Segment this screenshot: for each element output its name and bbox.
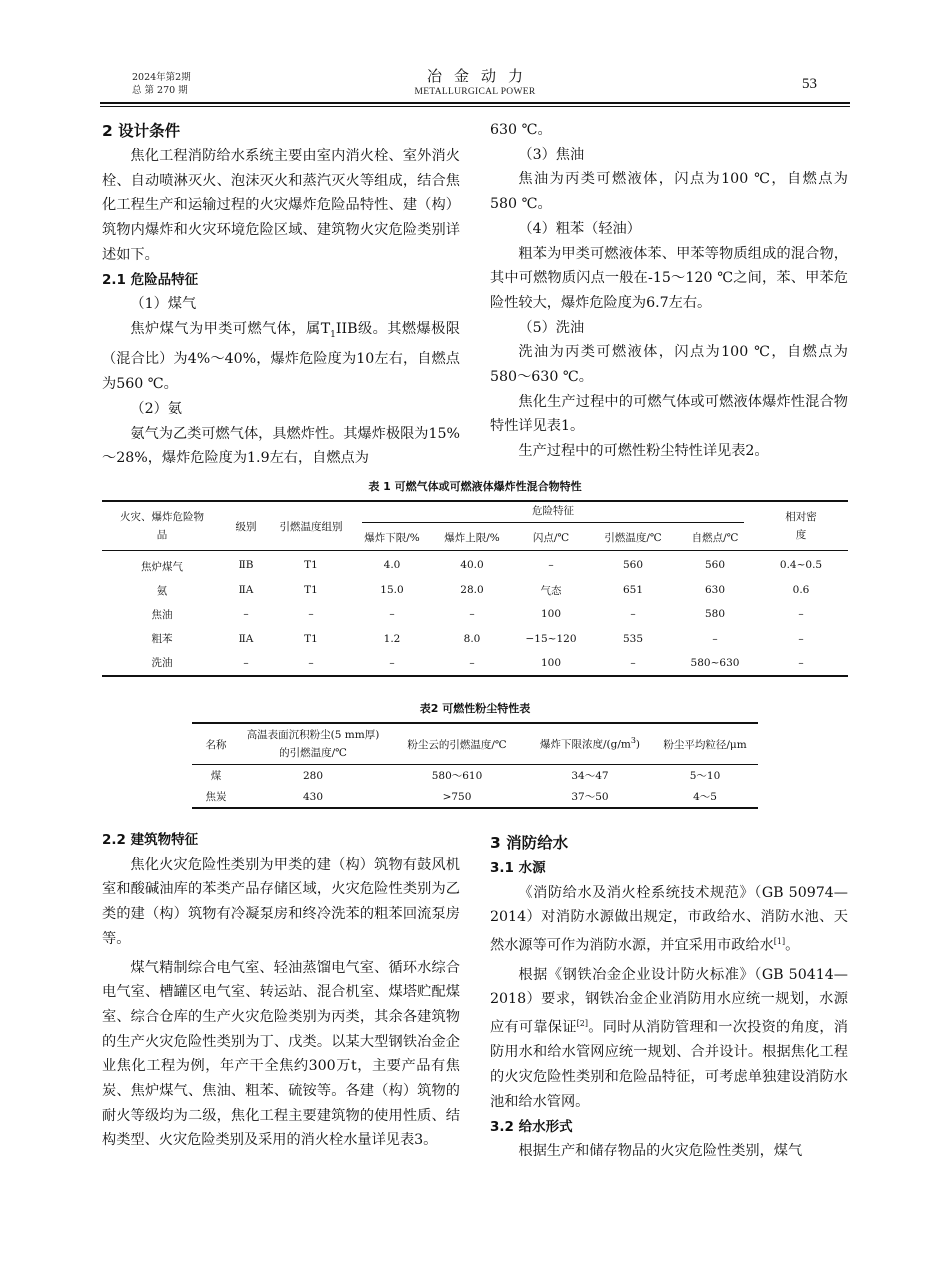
table-row (102, 551, 848, 579)
table1-cell: – (243, 608, 249, 621)
paragraph-gas-text-b: IIB级。其燃爆极限（混合比）为4%～40%，爆炸危险度为10左右，自燃点为560 ℃。 (102, 320, 460, 393)
table2-header-cloud-temp: 粉尘云的引燃温度/℃ (386, 723, 528, 765)
table1-header-flash-point: 闪点/℃ (512, 524, 590, 551)
subsection-heading-building: 2.2 建筑物特征 (102, 832, 199, 848)
paragraph-wash-oil: 洗油为丙类可燃液体，闪点为100 ℃，自燃点为580～630 ℃。 (490, 344, 848, 386)
table2 (192, 722, 758, 809)
table1 (102, 500, 848, 677)
table1-cell: 630 (704, 584, 726, 597)
table2-header-surface-temp: 高温表面沉积粉尘(5 mm厚)的引燃温度/℃ (240, 723, 386, 765)
page-number: 53 (802, 76, 817, 92)
table-row (102, 627, 848, 651)
table1-cell: – (222, 651, 270, 676)
table2-cell: 煤 (210, 770, 222, 782)
table1-cell: 1.2 (383, 632, 401, 645)
table1-header-item: 火灾、爆炸危险物品 (102, 501, 222, 551)
table1-cell: T1 (304, 558, 318, 571)
header-rule-thin (100, 106, 850, 107)
table2-header-name: 名称 (192, 723, 240, 765)
table1-cell: 580~630 (676, 651, 754, 676)
table2-header-lower-conc-a: 爆炸下限浓度/(g/m (539, 738, 631, 751)
header-issue: 2024年第2期 (132, 72, 191, 83)
table-row (102, 651, 848, 676)
paragraph-source-2-text-b: 。同时从消防管理和一次投资的角度，消防用水和给水管网应统一规划、合并设计。根据焦化工程的火灾危险性类别和危险品特征，可考虑单独建设消防水池和给水管网。 (490, 1019, 848, 1110)
table1-cell: T1 (304, 632, 318, 645)
table1-cell: ⅡA (238, 632, 254, 645)
table1-cell: – (712, 632, 718, 645)
paragraph-gas-text-a: 焦炉煤气为甲类可燃气体，属T (130, 320, 331, 337)
paragraph-source-2 (490, 963, 848, 1115)
paragraph-supply: 根据生产和储存物品的火灾危险性类别，煤气 (518, 1143, 803, 1160)
table1-cell: – (798, 608, 804, 621)
table-row (102, 602, 848, 626)
table1-cell: ⅡB (238, 558, 254, 571)
paragraph-intro: 焦化工程消防给水系统主要由室内消火栓、室外消火栓、自动喷淋灭火、泡沫灭火和蒸汽灭火等组成，结合焦化工程生产和运输过程的火灾爆炸危险品特性、建（构）筑物内爆炸和火灾环境危险区域、建筑物火灾危险类别详述如下。 (102, 148, 460, 263)
paragraph-tar: 焦油为丙类可燃液体，闪点为100 ℃，自燃点为580 ℃。 (490, 171, 848, 213)
table1-cell: 28.0 (460, 584, 484, 597)
left-column-bottom (102, 828, 460, 1153)
item-label-tar: （3）焦油 (518, 146, 585, 163)
table1-cell: 气态 (540, 584, 562, 597)
table1-cell: 0.6 (792, 584, 810, 597)
section-heading-fire-water: 3 消防给水 (490, 834, 569, 852)
paragraph-gas-subscript: 1 (330, 329, 336, 340)
table1-cell: 0.4~0.5 (779, 558, 823, 571)
item-label-wash-oil: （5）洗油 (518, 319, 585, 336)
paragraph-mixture-ref: 焦化生产过程中的可燃气体或可燃液体爆炸性混合物特性详见表1。 (490, 393, 848, 435)
paragraph-source-1 (490, 881, 848, 959)
table1-header-auto-ignition: 自燃点/℃ (676, 524, 754, 551)
table1-header-hazard-rule (362, 522, 744, 523)
table2-header-lower-conc (528, 723, 652, 765)
table1-cell: – (754, 651, 848, 676)
table2-cell: 37～50 (528, 786, 652, 808)
item-label-gas: （1）煤气 (130, 296, 197, 313)
table1-cell: – (630, 608, 636, 621)
right-column-bottom (490, 830, 848, 1164)
table1-header-upper-limit: 爆炸上限/% (432, 524, 512, 551)
table1-header-level: 级别 (222, 501, 270, 551)
table1-header-hazard (352, 501, 754, 524)
table1-cell: – (469, 608, 475, 621)
table1-cell: 535 (622, 632, 644, 645)
table2-cell: 34～47 (571, 770, 609, 782)
header-total-issue: 总 第 270 期 (132, 85, 188, 96)
paragraph-dust-ref: 生产过程中的可燃性粉尘特性详见表2。 (518, 443, 769, 460)
paragraph-source-1-text-b: 。 (785, 937, 800, 954)
paragraph-source-2-text-a: 根据《钢铁冶金企业设计防火标准》（GB 50414—2018）要求，钢铁冶金企业消防用水应统一规划，水源应有可靠保证 (490, 966, 848, 1036)
table-row (192, 786, 758, 808)
table2-cell: 430 (240, 786, 386, 808)
item-label-ammonia: （2）氨 (130, 400, 182, 417)
table1-cell: – (590, 651, 676, 676)
table1-cell: 8.0 (463, 632, 481, 645)
table1-cell: 焦炉煤气 (141, 560, 183, 573)
table1-cell: 洗油 (102, 651, 222, 676)
table1-cell: – (352, 651, 432, 676)
journal-title-cn: 冶金动力 (426, 67, 535, 85)
table1-cell: 粗苯 (151, 633, 173, 646)
table1-cell: – (548, 558, 554, 571)
table1-cell: 氨 (156, 584, 168, 597)
table1-caption: 表 1 可燃气体或可燃液体爆炸性混合物特性 (368, 480, 582, 493)
header-rule-thick (100, 102, 850, 104)
table1-cell: −15~120 (525, 632, 577, 645)
table2-header-lower-conc-b: ) (635, 738, 641, 751)
citation-1: [1] (773, 937, 786, 947)
subsection-heading-water-supply: 3.2 给水形式 (490, 1118, 573, 1135)
item-label-benzene: （4）粗苯（轻油） (518, 220, 641, 237)
table1-cell: 651 (622, 584, 644, 597)
table2-header-lower-conc-sup: 3 (630, 736, 636, 746)
table1-cell: 焦油 (151, 608, 173, 621)
table1-cell: – (270, 651, 352, 676)
table1-cell: 100 (540, 608, 562, 621)
left-column-top (102, 118, 460, 471)
right-column-top (490, 118, 848, 464)
table1-cell: 560 (704, 558, 726, 571)
table-row (102, 578, 848, 602)
paragraph-source-1-text-a: 《消防给水及消火栓系统技术规范》（GB 50974—2014）对消防水源做出规定，市政给水、消防水池、天然水源等可作为消防水源，并宜采用市政给水 (490, 884, 848, 954)
table1-header-hazard-label: 危险特征 (532, 505, 574, 517)
table1-cell: 560 (622, 558, 644, 571)
table1-header-ignition-temp: 引燃温度/℃ (590, 524, 676, 551)
table1-cell: 4.0 (383, 558, 401, 571)
table1-cell: – (308, 608, 314, 621)
journal-title-en: METALLURGICAL POWER (414, 87, 536, 97)
table1-cell: – (389, 608, 395, 621)
table2-cell: 580～610 (431, 770, 483, 782)
paragraph-building-1: 焦化火灾危险性类别为甲类的建（构）筑物有鼓风机室和酸碱油库的苯类产品存储区域，火灾危险性类别为乙类的建（构）筑物有冷凝泵房和终冷洗苯的粗苯回流泵房等。 (102, 856, 460, 947)
table1-cell: – (798, 632, 804, 645)
paragraph-benzene: 粗苯为甲类可燃液体苯、甲苯等物质组成的混合物，其中可燃物质闪点一般在-15～120 ℃之间，苯、甲苯危险性较大，爆炸危险度为6.7左右。 (490, 245, 848, 311)
table2-cell: 280 (302, 769, 324, 782)
citation-2: [2] (576, 1018, 589, 1028)
table1-cell: 580 (704, 608, 726, 621)
paragraph-gas (102, 317, 460, 397)
section-heading-design: 2 设计条件 (102, 122, 181, 140)
table2-cell: >750 (386, 786, 528, 808)
table2-cell: 5～10 (689, 770, 721, 782)
table1-cell: ⅡA (238, 584, 254, 597)
table2-caption: 表2 可燃性粉尘特性表 (419, 702, 531, 715)
paragraph-ammonia: 氨气为乙类可燃气体，具燃炸性。其爆炸极限为15%～28%，爆炸危险度为1.9左右，自燃点为 (102, 425, 460, 467)
table1-header-group: 引燃温度组别 (270, 501, 352, 551)
table1-cell: T1 (304, 584, 318, 597)
table2-header-particle-size: 粉尘平均粒径/μm (652, 723, 758, 765)
subsection-heading-water-source: 3.1 水源 (490, 860, 546, 876)
table1-cell: 100 (512, 651, 590, 676)
table2-cell: 4～5 (652, 786, 758, 808)
table1-cell: – (432, 651, 512, 676)
table1-cell: 15.0 (380, 584, 404, 597)
table-row (192, 765, 758, 787)
paragraph-building-2: 煤气精制综合电气室、轻油蒸馏电气室、循环水综合电气室、槽罐区电气室、转运站、混合机室、煤塔贮配煤室、综合仓库的生产火灾危险类别为丙类，其余各建筑物的生产火灾危险性类别为丁、戊类。以某大型钢铁冶金企业焦化工程为例，年产干全焦约300万t，主要产品有焦炭、焦炉煤气、焦油、粗苯、硫铵等。各建（构）筑物的耐火等级均为二级，焦化工程主要建筑物的使用性质、结构类型、火灾危险类别及采用的消火栓水量详见表3。 (102, 959, 460, 1149)
subsection-heading-hazard: 2.1 危险品特征 (102, 271, 199, 288)
table1-header-lower-limit: 爆炸下限/% (352, 524, 432, 551)
table1-header-density: 相对密度 (754, 501, 848, 551)
table1-cell: 40.0 (460, 558, 484, 571)
table2-cell: 焦炭 (192, 786, 240, 808)
paragraph-ammonia-continued: 630 ℃。 (490, 122, 552, 138)
